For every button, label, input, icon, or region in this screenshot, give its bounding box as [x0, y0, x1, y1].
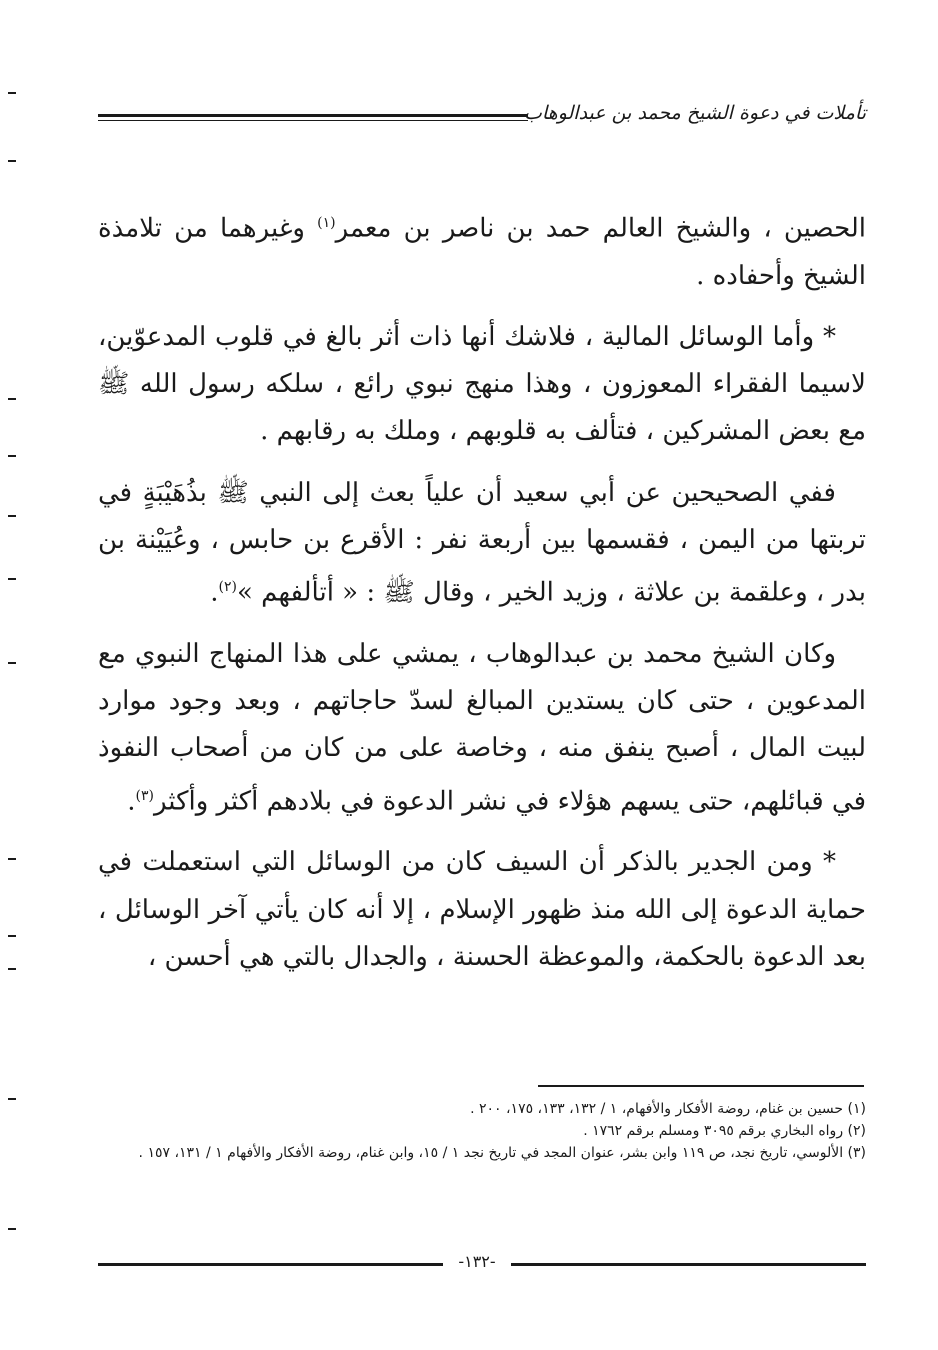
- footer-rule-right: [511, 1263, 866, 1266]
- margin-mark: [8, 1098, 16, 1100]
- body-text: [98, 200, 866, 995]
- margin-mark: [8, 92, 16, 94]
- footnote-ref-2: (٢): [218, 579, 237, 596]
- footnote-1: (١) حسين بن غنام، روضة الأفكار والأفهام، ١ / ١٣٢، ١٣٣، ١٧٥، ٢٠٠ .: [470, 1101, 866, 1117]
- footnote-2: (٢) رواه البخاري برقم ٣٠٩٥ ومسلم برقم ١٧٦٢ .: [583, 1123, 866, 1139]
- footnotes: [98, 1098, 866, 1164]
- footnote-3: (٣) الألوسي، تاريخ نجد، ص ١١٩ وابن بشر، عنوان المجد في تاريخ نجد ١ / ١٥، وابن غنام، روضة الأفكار والأفهام ١ / ١٣١، ١٥٧ .: [138, 1145, 866, 1161]
- paragraph-1-text: الحصين ، والشيخ العالم حمد بن ناصر بن معمر: [335, 213, 867, 244]
- paragraph-4-text: وكان الشيخ محمد بن عبدالوهاب ، يمشي على هذا المنهاج النبوي مع المدعوين ، حتى كان يستدين المبالغ لسدّ حاجاتهم ، وبعد وجود موارد لبيت المال ، أصبح ينفق منه ، وخاصة على من كان من أصحاب النفوذ في قبائلهم، حتى يسهم هؤلاء في نشر الدعوة في بلادهم أكثر وأكثر: [98, 638, 866, 817]
- margin-mark: [8, 515, 16, 517]
- running-header: [98, 100, 866, 130]
- header-rule-thin: [98, 120, 528, 121]
- paragraph-3-end: .: [210, 577, 219, 608]
- margin-mark: [8, 455, 16, 457]
- margin-mark: [8, 858, 16, 860]
- header-title: تأملات في دعوة الشيخ محمد بن عبدالوهاب: [524, 102, 866, 124]
- footer-rule-left: [98, 1263, 443, 1266]
- paragraph-1-rest: وغيرهما من تلامذة الشيخ وأحفاده .: [98, 213, 866, 291]
- margin-mark: [8, 662, 16, 664]
- margin-mark: [8, 578, 16, 580]
- margin-mark: [8, 160, 16, 162]
- page-number: -١٣٢-: [458, 1252, 496, 1271]
- paragraph-3: [98, 470, 866, 617]
- paragraph-4: [98, 631, 866, 825]
- paragraph-3-text: ففي الصحيحين عن أبي سعيد أن علياً بعث إلى النبي ﷺ بذُهَيْبَةٍ في تربتها من اليمن ، فقسمها بين أربعة نفر : الأقرع بن حابس ، وعُيَيْنة بن بدر ، وعلقمة بن علاثة ، وزيد الخير ، وقال ﷺ : « أتألفهم »: [98, 477, 866, 608]
- paragraph-5: * ومن الجدير بالذكر أن السيف كان من الوسائل التي استعملت في حماية الدعوة إلى الله منذ ظهور الإسلام ، إلا أنه كان يأتي آخر الوسائل ، بعد الدعوة بالحكمة، والموعظة الحسنة ، والجدال بالتي هي أحسن ،: [98, 847, 866, 972]
- paragraph-1: [98, 200, 866, 300]
- footnote-separator: [538, 1085, 864, 1087]
- footnote-ref-1: (١): [317, 215, 336, 231]
- page-footer: [98, 1252, 866, 1276]
- margin-mark: [8, 935, 16, 937]
- paragraph-4-end: .: [127, 786, 136, 817]
- margin-mark: [8, 968, 16, 970]
- margin-mark: [8, 1228, 16, 1230]
- header-rule: [98, 114, 528, 117]
- paragraph-2: * وأما الوسائل المالية ، فلاشك أنها ذات أثر بالغ في قلوب المدعوّين، لاسيما الفقراء المعوزون ، وهذا منهج نبوي رائع ، سلكه رسول الله ﷺ مع بعض المشركين ، فتألف به قلوبهم ، وملك به رقابهم .: [98, 322, 866, 447]
- margin-mark: [8, 398, 16, 400]
- footnote-ref-3: (٣): [135, 787, 154, 804]
